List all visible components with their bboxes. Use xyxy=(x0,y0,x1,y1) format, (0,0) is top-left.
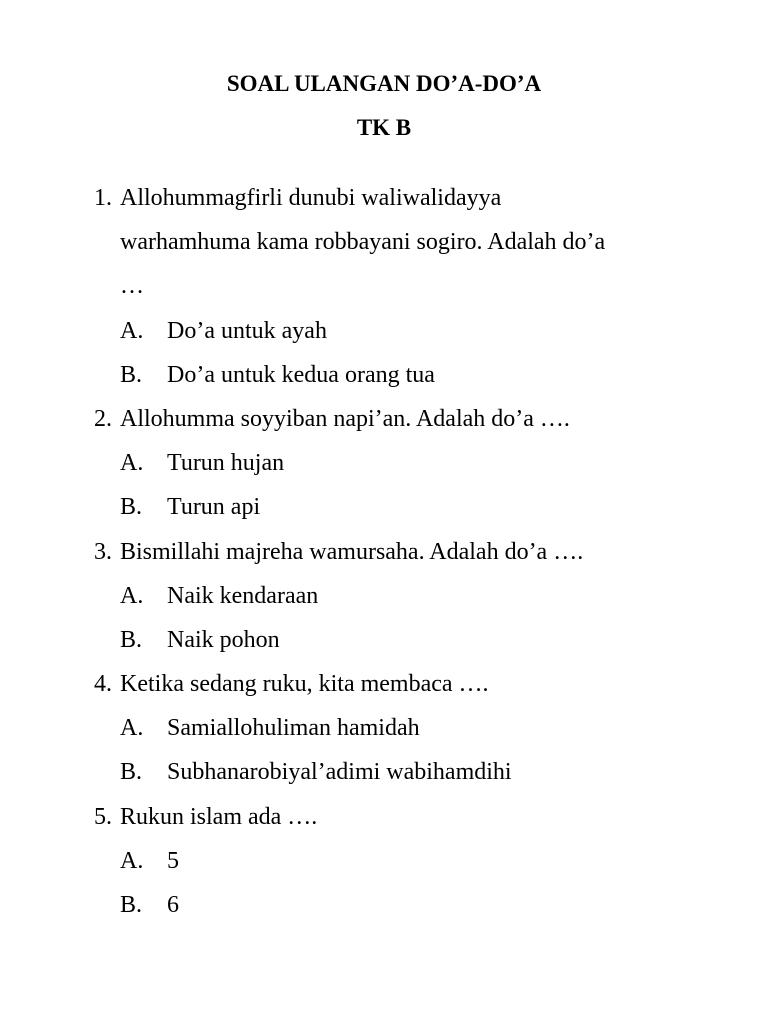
answer-option xyxy=(94,839,684,883)
option-letter: A. xyxy=(120,582,144,609)
option-letter: A. xyxy=(120,450,144,477)
question-number: 3. xyxy=(94,538,112,565)
option-text: Turun api xyxy=(167,494,261,521)
option-letter: B. xyxy=(120,892,143,918)
document-title: SOAL ULANGAN DO’A-DO’A xyxy=(226,71,542,96)
answer-option xyxy=(94,574,684,618)
question-text: Allohummagfirli dunubi waliwalidayya xyxy=(120,185,502,211)
question-line xyxy=(94,220,684,264)
question-number: 2. xyxy=(94,405,112,432)
answer-option xyxy=(94,441,684,485)
question-1 xyxy=(94,176,684,397)
question-number: 5. xyxy=(94,803,112,830)
option-text: Naik pohon xyxy=(167,626,280,653)
option-text: Turun hujan xyxy=(167,450,285,477)
question-text: Bismillahi majreha wamursaha. Adalah do’a …. xyxy=(120,538,584,565)
answer-option xyxy=(94,353,684,397)
option-letter: A. xyxy=(120,847,144,874)
answer-option xyxy=(94,883,684,927)
option-letter: B. xyxy=(120,759,143,786)
option-text: Do’a untuk kedua orang tua xyxy=(167,361,435,388)
answer-option xyxy=(94,750,684,794)
option-text: 6 xyxy=(167,892,179,918)
option-text: Samiallohuliman hamidah xyxy=(167,715,420,742)
document-subtitle: TK B xyxy=(356,115,412,140)
option-text: Do’a untuk ayah xyxy=(167,317,327,344)
question-text: … xyxy=(120,273,144,300)
question-text: warhamhuma kama robbayani sogiro. Adalah do’a xyxy=(120,229,606,256)
question-2 xyxy=(94,397,684,530)
option-letter: B. xyxy=(120,626,143,653)
option-text: Naik kendaraan xyxy=(167,582,319,609)
question-line xyxy=(94,795,684,839)
question-text: Allohumma soyyiban napi’an. Adalah do’a …. xyxy=(120,405,570,432)
question-number: 4. xyxy=(94,671,112,698)
option-text: Subhanarobiyal’adimi wabihamdihi xyxy=(167,759,512,786)
option-text: 5 xyxy=(167,847,179,874)
question-number: 1. xyxy=(94,185,112,211)
answer-option xyxy=(94,309,684,353)
option-letter: A. xyxy=(120,715,144,742)
option-letter: B. xyxy=(120,494,143,521)
question-line xyxy=(94,176,684,220)
question-line xyxy=(94,662,684,706)
question-line xyxy=(94,397,684,441)
option-letter: B. xyxy=(120,361,143,388)
answer-option xyxy=(94,706,684,750)
question-line xyxy=(94,530,684,574)
question-line xyxy=(94,264,684,308)
option-letter: A. xyxy=(120,317,144,344)
question-5 xyxy=(94,795,684,928)
question-text: Rukun islam ada …. xyxy=(120,803,318,830)
question-3 xyxy=(94,530,684,663)
question-4 xyxy=(94,662,684,795)
question-list xyxy=(94,176,684,927)
answer-option xyxy=(94,485,684,529)
answer-option xyxy=(94,618,684,662)
question-text: Ketika sedang ruku, kita membaca …. xyxy=(120,671,489,698)
